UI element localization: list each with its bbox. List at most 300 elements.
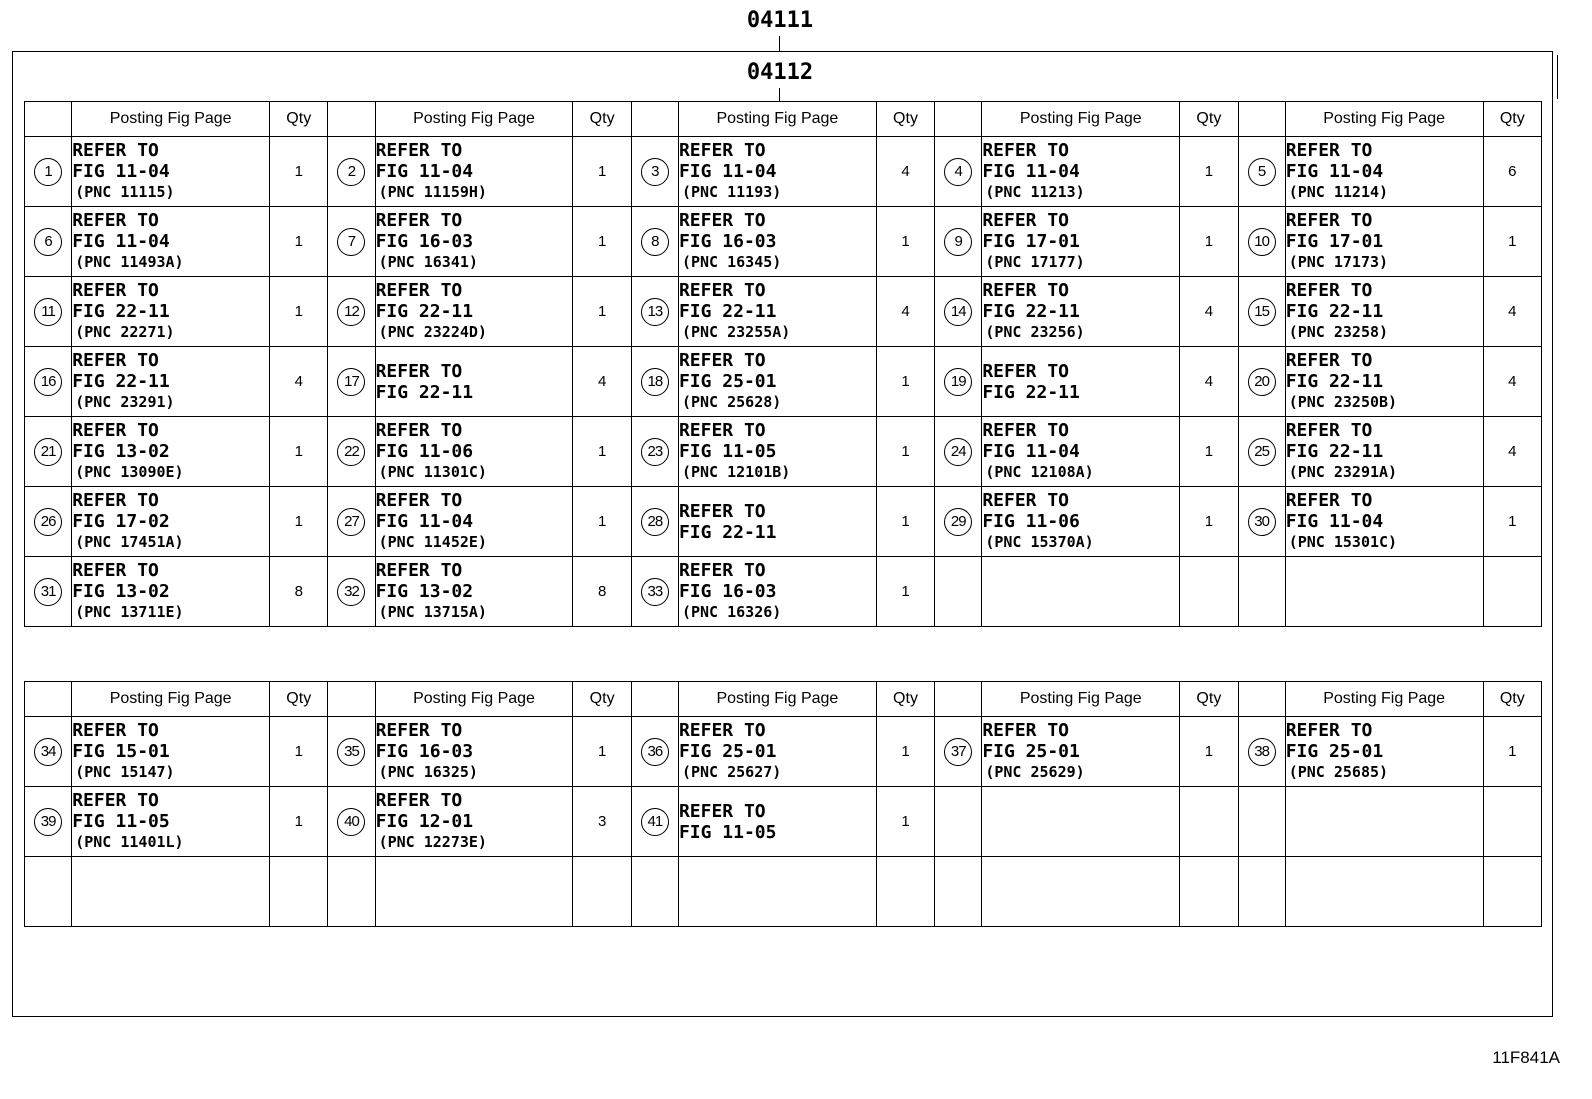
item-number-cell [1238, 557, 1285, 627]
fig-reference-cell [375, 347, 573, 417]
pnc-text: (PNC 16345) [681, 253, 782, 271]
refer-to-text: REFER TO [72, 280, 159, 301]
refer-to-text: REFER TO [982, 720, 1070, 741]
header-qty: Qty [270, 102, 328, 137]
fig-reference-cell [1285, 277, 1483, 347]
qty-cell: 1 [1180, 207, 1238, 277]
qty-cell: 1 [573, 137, 631, 207]
item-number-cell [935, 787, 982, 857]
fig-reference-cell [982, 487, 1180, 557]
callout-number: 36 [641, 738, 669, 766]
callout-number: 34 [34, 738, 62, 766]
refer-to-text: REFER TO [1285, 420, 1373, 441]
header-qty: Qty [573, 682, 631, 717]
fig-page-text: FIG 11-05 [678, 441, 777, 462]
table-row [25, 277, 1542, 347]
callout-number: 33 [641, 578, 669, 606]
qty-cell [1180, 557, 1238, 627]
sub-assembly-number: 04112 [746, 60, 814, 85]
callout-number: 6 [34, 228, 62, 256]
item-number-cell [328, 417, 375, 487]
item-number-cell [328, 207, 375, 277]
callout-number: 21 [34, 438, 62, 466]
callout-number: 29 [944, 508, 972, 536]
item-number-cell [328, 557, 375, 627]
qty-cell: 1 [270, 717, 328, 787]
pnc-text: (PNC 17451A) [75, 533, 184, 551]
item-number-cell [25, 717, 72, 787]
refer-to-text: REFER TO [375, 210, 463, 231]
refer-to-text: REFER TO [72, 350, 159, 371]
item-number-cell [25, 347, 72, 417]
item-number-cell [25, 787, 72, 857]
callout-number: 4 [944, 158, 972, 186]
qty-cell: 1 [876, 557, 934, 627]
item-number-cell [631, 347, 678, 417]
callout-number: 28 [641, 508, 669, 536]
pnc-text: (PNC 22271) [75, 323, 175, 341]
assembly-number: 04111 [746, 8, 814, 33]
refer-to-text: REFER TO [72, 560, 159, 581]
fig-reference-cell [1285, 417, 1483, 487]
fig-page-text: FIG 11-06 [982, 511, 1080, 532]
qty-cell: 1 [876, 417, 934, 487]
callout-number: 41 [641, 808, 669, 836]
fig-page-text: FIG 16-03 [375, 741, 474, 762]
header-item-number [935, 682, 982, 717]
fig-page-text: FIG 15-01 [72, 741, 170, 762]
fig-page-text: FIG 13-02 [72, 441, 170, 462]
callout-number: 7 [337, 228, 365, 256]
refer-to-text: REFER TO [72, 210, 159, 231]
qty-cell: 1 [876, 717, 934, 787]
pnc-text: (PNC 16325) [378, 763, 478, 781]
item-number-cell [1238, 207, 1285, 277]
header-qty: Qty [876, 102, 934, 137]
qty-cell: 4 [1483, 417, 1541, 487]
refer-to-text: REFER TO [375, 360, 463, 382]
leader-line [779, 88, 780, 102]
item-number-cell [25, 857, 72, 927]
qty-cell: 4 [876, 137, 934, 207]
fig-reference-cell [982, 857, 1180, 927]
fig-reference-cell [982, 557, 1180, 627]
qty-cell: 1 [573, 207, 631, 277]
item-number-cell [328, 857, 375, 927]
callout-number: 31 [34, 578, 62, 606]
fig-reference-cell [982, 787, 1180, 857]
fig-reference-cell [1285, 347, 1483, 417]
pnc-text: (PNC 25629) [985, 763, 1085, 781]
item-number-cell [1238, 137, 1285, 207]
fig-reference-cell [1285, 557, 1483, 627]
fig-page-text: FIG 16-03 [375, 231, 474, 252]
pnc-text: (PNC 23291A) [1288, 463, 1398, 481]
pnc-text: (PNC 15301C) [1288, 533, 1398, 551]
fig-reference-cell [1285, 207, 1483, 277]
item-number-cell [25, 417, 72, 487]
qty-cell: 3 [573, 787, 631, 857]
callout-number: 5 [1248, 158, 1276, 186]
table-row [25, 347, 1542, 417]
fig-page-text: FIG 17-01 [982, 231, 1080, 252]
header-posting-fig-page: Posting Fig Page [982, 102, 1180, 137]
qty-cell: 1 [573, 417, 631, 487]
fig-page-text: FIG 22-11 [678, 521, 777, 543]
fig-reference-cell [982, 347, 1180, 417]
pnc-text: (PNC 11301C) [378, 463, 487, 481]
qty-cell [1483, 557, 1541, 627]
fig-reference-cell [375, 557, 573, 627]
header-qty: Qty [1483, 102, 1541, 137]
item-number-cell [935, 207, 982, 277]
fig-reference-cell [1285, 487, 1483, 557]
header-item-number [328, 682, 375, 717]
fig-reference-cell [375, 277, 573, 347]
header-posting-fig-page: Posting Fig Page [678, 102, 876, 137]
callout-number: 10 [1248, 228, 1276, 256]
header-posting-fig-page: Posting Fig Page [375, 102, 573, 137]
fig-page-text: FIG 11-04 [375, 161, 474, 182]
pnc-text: (PNC 15147) [75, 763, 175, 781]
fig-reference-cell [678, 487, 876, 557]
fig-reference-cell [678, 857, 876, 927]
fig-reference-cell [72, 347, 270, 417]
pnc-text: (PNC 16341) [378, 253, 478, 271]
item-number-cell [1238, 857, 1285, 927]
callout-number: 13 [641, 298, 669, 326]
refer-to-text: REFER TO [1285, 350, 1373, 371]
refer-to-text: REFER TO [982, 360, 1070, 382]
callout-number: 15 [1248, 298, 1276, 326]
qty-cell: 1 [876, 487, 934, 557]
fig-reference-cell [1285, 857, 1483, 927]
qty-cell: 4 [876, 277, 934, 347]
table-row [25, 557, 1542, 627]
pnc-text: (PNC 25628) [681, 393, 782, 411]
illustration-code: 11F841A [1492, 1048, 1560, 1067]
refer-to-text: REFER TO [375, 280, 463, 301]
item-number-cell [1238, 487, 1285, 557]
qty-cell: 6 [1483, 137, 1541, 207]
qty-cell [573, 857, 631, 927]
fig-reference-cell [72, 137, 270, 207]
fig-page-text: FIG 11-05 [678, 821, 777, 843]
header-qty: Qty [1180, 102, 1238, 137]
pnc-text: (PNC 25627) [681, 763, 782, 781]
pnc-text: (PNC 12273E) [378, 833, 487, 851]
qty-cell: 1 [270, 137, 328, 207]
reference-table-2 [24, 681, 1542, 927]
fig-page-text: FIG 11-04 [1285, 161, 1384, 182]
callout-number: 37 [944, 738, 972, 766]
fig-page-text: FIG 16-03 [678, 231, 777, 252]
fig-reference-cell [982, 277, 1180, 347]
table-row [25, 417, 1542, 487]
qty-cell: 1 [573, 487, 631, 557]
callout-number: 24 [944, 438, 972, 466]
qty-cell [1180, 787, 1238, 857]
fig-page-text: FIG 22-11 [982, 381, 1080, 403]
header-posting-fig-page: Posting Fig Page [1285, 102, 1483, 137]
qty-cell: 1 [270, 787, 328, 857]
fig-page-text: FIG 25-01 [982, 741, 1080, 762]
item-number-cell [631, 857, 678, 927]
qty-cell: 1 [573, 277, 631, 347]
fig-page-text: FIG 22-11 [678, 301, 777, 322]
callout-number: 1 [34, 158, 62, 186]
fig-page-text: FIG 25-01 [678, 371, 777, 392]
pnc-text: (PNC 11493A) [75, 253, 184, 271]
qty-cell: 4 [573, 347, 631, 417]
item-number-cell [25, 487, 72, 557]
header-item-number [631, 102, 678, 137]
header-posting-fig-page: Posting Fig Page [982, 682, 1180, 717]
pnc-text: (PNC 11214) [1288, 183, 1389, 201]
refer-to-text: REFER TO [1285, 490, 1373, 511]
refer-to-text: REFER TO [678, 500, 766, 522]
pnc-text: (PNC 23258) [1288, 323, 1389, 341]
refer-to-text: REFER TO [72, 790, 159, 811]
item-number-cell [328, 347, 375, 417]
callout-number: 32 [337, 578, 365, 606]
callout-number: 8 [641, 228, 669, 256]
fig-page-text: FIG 11-04 [72, 231, 170, 252]
fig-page-text: FIG 11-04 [982, 161, 1080, 182]
fig-reference-cell [678, 277, 876, 347]
fig-page-text: FIG 11-04 [375, 511, 474, 532]
refer-to-text: REFER TO [678, 800, 766, 822]
fig-reference-cell [678, 717, 876, 787]
pnc-text: (PNC 15370A) [985, 533, 1094, 551]
callout-number: 22 [337, 438, 365, 466]
item-number-cell [631, 717, 678, 787]
fig-reference-cell [375, 487, 573, 557]
header-qty: Qty [1483, 682, 1541, 717]
fig-reference-cell [982, 717, 1180, 787]
header-item-number [25, 682, 72, 717]
fig-page-text: FIG 11-04 [1285, 511, 1384, 532]
refer-to-text: REFER TO [678, 140, 766, 161]
fig-reference-cell [72, 207, 270, 277]
header-posting-fig-page: Posting Fig Page [1285, 682, 1483, 717]
qty-cell: 1 [876, 207, 934, 277]
fig-reference-cell [1285, 717, 1483, 787]
item-number-cell [1238, 787, 1285, 857]
callout-number: 14 [944, 298, 972, 326]
item-number-cell [631, 417, 678, 487]
pnc-text: (PNC 23224D) [378, 323, 487, 341]
callout-number: 30 [1248, 508, 1276, 536]
fig-page-text: FIG 22-11 [72, 301, 170, 322]
callout-number: 12 [337, 298, 365, 326]
refer-to-text: REFER TO [375, 140, 463, 161]
item-number-cell [1238, 347, 1285, 417]
item-number-cell [631, 137, 678, 207]
callout-number: 20 [1248, 368, 1276, 396]
fig-page-text: FIG 17-01 [1285, 231, 1384, 252]
pnc-text: (PNC 23250B) [1288, 393, 1398, 411]
refer-to-text: REFER TO [678, 280, 766, 301]
callout-number: 40 [337, 808, 365, 836]
refer-to-text: REFER TO [72, 140, 159, 161]
item-number-cell [25, 277, 72, 347]
header-qty: Qty [270, 682, 328, 717]
item-number-cell [935, 347, 982, 417]
refer-to-text: REFER TO [1285, 720, 1373, 741]
refer-to-text: REFER TO [678, 560, 766, 581]
callout-number: 3 [641, 158, 669, 186]
callout-number: 39 [34, 808, 62, 836]
table-row [25, 857, 1542, 927]
pnc-text: (PNC 25685) [1288, 763, 1389, 781]
callout-number: 17 [337, 368, 365, 396]
pnc-text: (PNC 16326) [681, 603, 782, 621]
item-number-cell [935, 557, 982, 627]
qty-cell: 4 [270, 347, 328, 417]
qty-cell [270, 857, 328, 927]
pnc-text: (PNC 23256) [985, 323, 1085, 341]
fig-page-text: FIG 25-01 [678, 741, 777, 762]
item-number-cell [328, 487, 375, 557]
fig-reference-cell [982, 207, 1180, 277]
header-posting-fig-page: Posting Fig Page [72, 102, 270, 137]
refer-to-text: REFER TO [678, 350, 766, 371]
fig-page-text: FIG 12-01 [375, 811, 474, 832]
item-number-cell [1238, 717, 1285, 787]
fig-reference-cell [678, 557, 876, 627]
qty-cell: 1 [1180, 717, 1238, 787]
refer-to-text: REFER TO [678, 420, 766, 441]
item-number-cell [631, 277, 678, 347]
table-row [25, 717, 1542, 787]
item-number-cell [935, 717, 982, 787]
fig-page-text: FIG 22-11 [375, 381, 474, 403]
refer-to-text: REFER TO [72, 720, 159, 741]
qty-cell: 1 [876, 347, 934, 417]
item-number-cell [328, 137, 375, 207]
fig-reference-cell [72, 557, 270, 627]
qty-cell: 1 [270, 277, 328, 347]
refer-to-text: REFER TO [375, 420, 463, 441]
pnc-text: (PNC 12101B) [681, 463, 791, 481]
callout-number: 9 [944, 228, 972, 256]
callout-number: 18 [641, 368, 669, 396]
qty-cell [876, 857, 934, 927]
fig-reference-cell [982, 417, 1180, 487]
table-row [25, 487, 1542, 557]
qty-cell: 1 [270, 487, 328, 557]
header-item-number [25, 102, 72, 137]
table-row [25, 207, 1542, 277]
item-number-cell [935, 487, 982, 557]
fig-reference-cell [72, 717, 270, 787]
pnc-text: (PNC 11115) [75, 183, 175, 201]
refer-to-text: REFER TO [375, 560, 463, 581]
refer-to-text: REFER TO [1285, 210, 1373, 231]
refer-to-text: REFER TO [72, 490, 159, 511]
callout-number: 27 [337, 508, 365, 536]
pnc-text: (PNC 11193) [681, 183, 782, 201]
fig-reference-cell [375, 717, 573, 787]
fig-reference-cell [72, 857, 270, 927]
pnc-text: (PNC 11452E) [378, 533, 487, 551]
refer-to-text: REFER TO [1285, 280, 1373, 301]
callout-number: 11 [34, 298, 62, 326]
fig-page-text: FIG 22-11 [1285, 371, 1384, 392]
qty-cell: 8 [573, 557, 631, 627]
fig-page-text: FIG 22-11 [375, 301, 474, 322]
refer-to-text: REFER TO [982, 140, 1070, 161]
fig-page-text: FIG 11-06 [375, 441, 474, 462]
qty-cell: 1 [270, 207, 328, 277]
qty-cell: 4 [1180, 277, 1238, 347]
fig-page-text: FIG 25-01 [1285, 741, 1384, 762]
qty-cell: 4 [1483, 347, 1541, 417]
item-number-cell [1238, 417, 1285, 487]
refer-to-text: REFER TO [982, 210, 1070, 231]
fig-reference-cell [72, 277, 270, 347]
item-number-cell [631, 557, 678, 627]
item-number-cell [935, 857, 982, 927]
qty-cell: 1 [573, 717, 631, 787]
header-qty: Qty [876, 682, 934, 717]
pnc-text: (PNC 13711E) [75, 603, 184, 621]
callout-number: 16 [34, 368, 62, 396]
item-number-cell [935, 137, 982, 207]
item-number-cell [631, 787, 678, 857]
item-number-cell [25, 207, 72, 277]
header-item-number [631, 682, 678, 717]
pnc-text: (PNC 12108A) [985, 463, 1094, 481]
frame-edge-mark [1557, 55, 1558, 99]
qty-cell: 1 [876, 787, 934, 857]
header-item-number [1238, 682, 1285, 717]
fig-page-text: FIG 22-11 [1285, 441, 1384, 462]
fig-reference-cell [678, 787, 876, 857]
header-item-number [935, 102, 982, 137]
fig-reference-cell [375, 207, 573, 277]
leader-line [779, 36, 780, 51]
header-posting-fig-page: Posting Fig Page [678, 682, 876, 717]
qty-cell: 4 [1180, 347, 1238, 417]
pnc-text: (PNC 13090E) [75, 463, 184, 481]
fig-reference-cell [375, 787, 573, 857]
fig-reference-cell [1285, 137, 1483, 207]
fig-page-text: FIG 22-11 [982, 301, 1080, 322]
fig-page-text: FIG 11-04 [982, 441, 1080, 462]
fig-page-text: FIG 13-02 [375, 581, 474, 602]
fig-page-text: FIG 11-04 [72, 161, 170, 182]
refer-to-text: REFER TO [375, 720, 463, 741]
fig-reference-cell [72, 487, 270, 557]
qty-cell [1483, 857, 1541, 927]
callout-number: 38 [1248, 738, 1276, 766]
fig-page-text: FIG 17-02 [72, 511, 170, 532]
pnc-text: (PNC 23255A) [681, 323, 791, 341]
header-item-number [328, 102, 375, 137]
refer-to-text: REFER TO [678, 720, 766, 741]
qty-cell: 1 [1180, 417, 1238, 487]
callout-number: 35 [337, 738, 365, 766]
header-item-number [1238, 102, 1285, 137]
header-qty: Qty [1180, 682, 1238, 717]
table-row [25, 787, 1542, 857]
item-number-cell [935, 417, 982, 487]
qty-cell: 1 [1483, 487, 1541, 557]
pnc-text: (PNC 17173) [1288, 253, 1389, 271]
refer-to-text: REFER TO [678, 210, 766, 231]
